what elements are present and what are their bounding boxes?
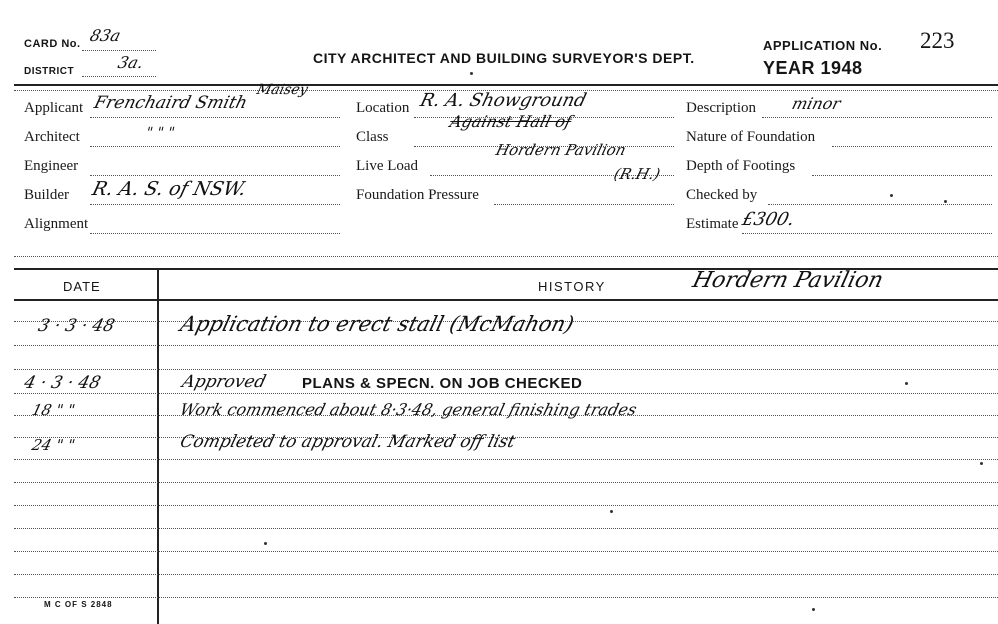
nature-of-foundation-label: Nature of Foundation (686, 129, 816, 145)
history-entry: Approved (180, 372, 268, 392)
live-load-label: Live Load (356, 158, 419, 174)
card-no-label: CARD No. (24, 38, 81, 50)
history-header-rule (14, 299, 998, 301)
foundation-pressure-label: Foundation Pressure (356, 187, 479, 203)
district-value: 3a. (116, 53, 146, 72)
builder-label: Builder (24, 187, 69, 203)
checked-stamp: PLANS & SPECN. ON JOB CHECKED (302, 375, 583, 392)
history-note: Hordern Pavilion (690, 268, 886, 293)
history-entry: Completed to approval. Marked off list (178, 432, 518, 452)
architect-label: Architect (24, 129, 80, 145)
description-value: minor (790, 94, 843, 113)
location-label: Location (356, 100, 410, 116)
checked-by-label: Checked by (686, 187, 758, 203)
estimate-label: Estimate (686, 216, 739, 232)
history-date: 18 " " (30, 401, 77, 419)
location-value: R. A. Showground (418, 90, 589, 111)
application-no-label: APPLICATION No. (763, 38, 883, 53)
year: YEAR 1948 (763, 58, 863, 78)
date-header: DATE (63, 279, 101, 294)
applicant-value: Frenchaird Smith (92, 93, 250, 113)
live-load-value: Hordern Pavilion (494, 141, 628, 159)
foundation-pressure-value: (R.H.) (612, 165, 663, 183)
form-code: M C OF S 2848 (44, 600, 113, 609)
class-label: Class (356, 129, 389, 145)
alignment-label: Alignment (24, 216, 89, 232)
architect-value: " " " (144, 125, 177, 141)
applicant-extra: Maisey (255, 82, 310, 98)
header-rule (14, 84, 998, 86)
history-header: HISTORY (538, 279, 606, 294)
history-date: 4 · 3 · 48 (22, 373, 103, 393)
applicant-label: Applicant (24, 100, 84, 116)
district-label: DISTRICT (24, 66, 75, 77)
history-date: 3 · 3 · 48 (36, 316, 117, 336)
card-no-value: 83a (88, 26, 123, 45)
department-title: CITY ARCHITECT AND BUILDING SURVEYOR'S DEPT. (313, 50, 695, 66)
engineer-label: Engineer (24, 158, 79, 174)
history-entry: Work commenced about 8·3·48, general finishing trades (178, 400, 639, 419)
depth-of-footings-label: Depth of Footings (686, 158, 796, 174)
application-no-value: 223 (920, 28, 955, 53)
description-label: Description (686, 100, 756, 116)
builder-value: R. A. S. of NSW. (90, 178, 249, 200)
estimate-value: £300. (740, 209, 797, 230)
history-entry: Application to erect stall (McMahon) (178, 312, 577, 336)
class-value: Against Hall of (448, 112, 574, 131)
history-date: 24 " " (30, 436, 77, 454)
